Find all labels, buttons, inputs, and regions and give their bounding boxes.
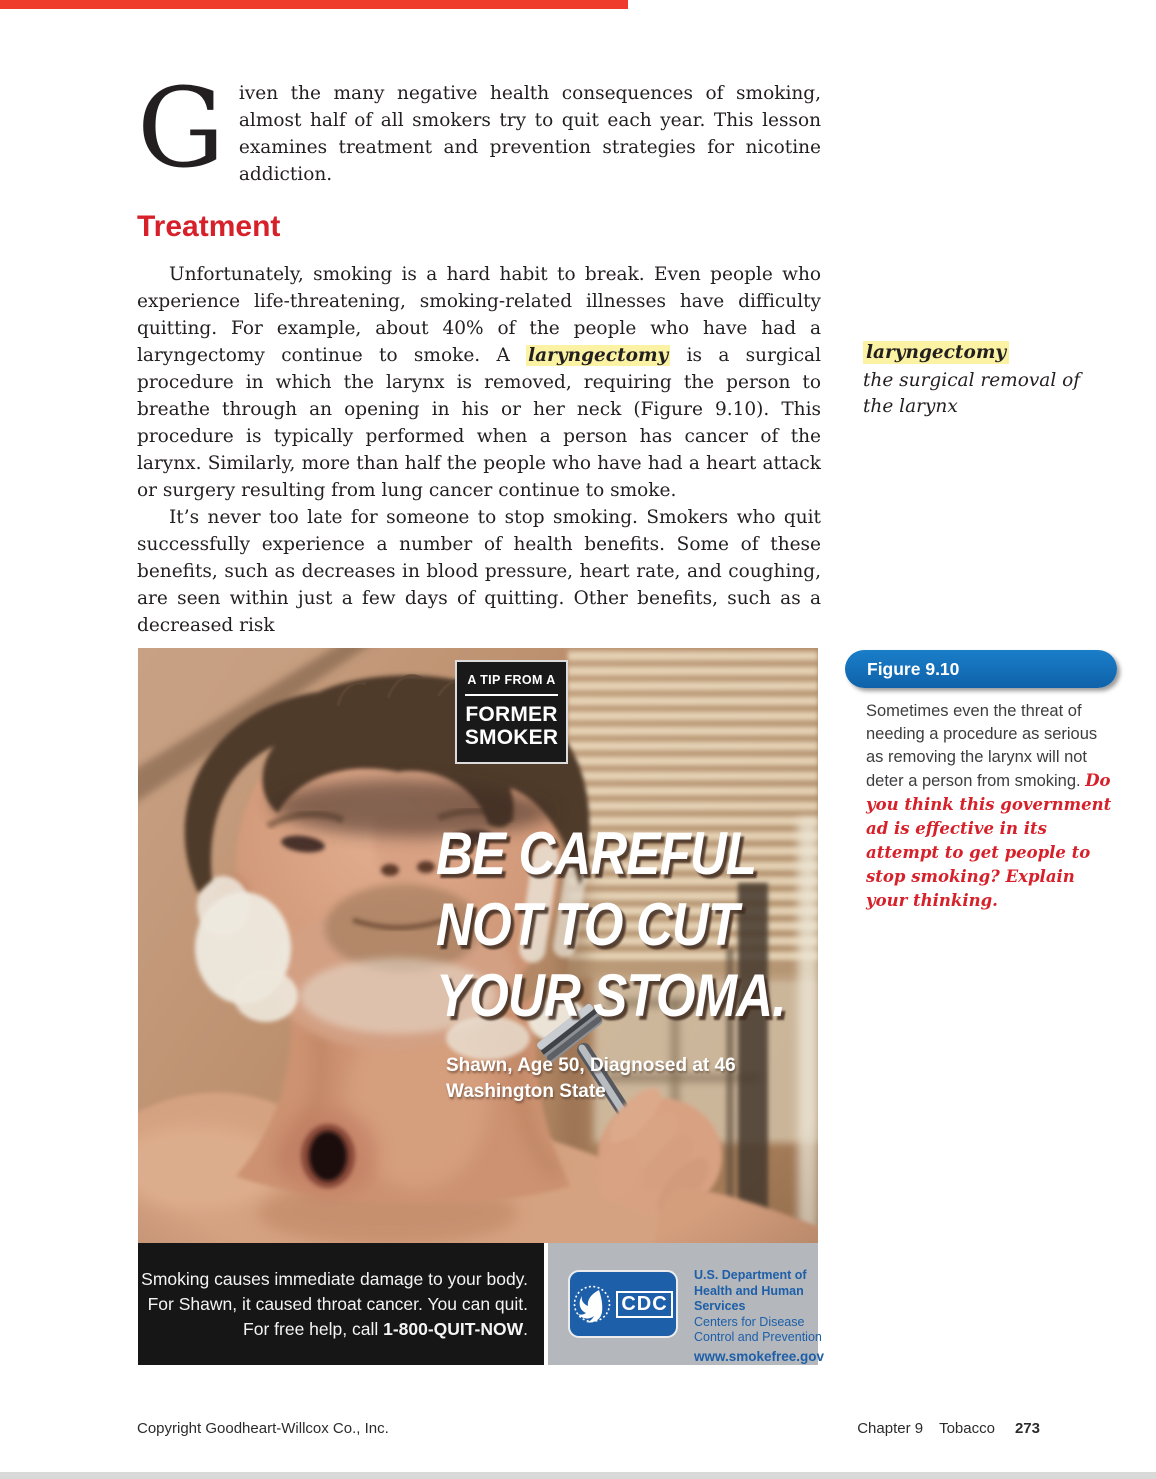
footer-section: Tobacco <box>939 1420 995 1437</box>
quit-line-2: For Shawn, it caused throat cancer. You can quit. <box>147 1293 528 1314</box>
highlighted-term-laryngectomy: laryngectomy <box>528 345 669 366</box>
headline-line-2: NOT TO CUT <box>436 891 739 958</box>
headline-line-1: BE CAREFUL <box>436 820 757 887</box>
figure-9-10-photo <box>138 648 818 1243</box>
person-location-line: Washington State <box>446 1081 606 1102</box>
paragraph-2: It’s never too late for someone to stop smoking. Smokers who quit successfully experience a number of health benefits. Some of these benefits, such as decreases in blood pressure, heart rate, and coughing, are seen within just a few days of quitting. Other benefits, such as a decreased risk <box>137 507 821 636</box>
cdc-logo <box>568 1270 678 1338</box>
former-smoker-badge <box>455 660 568 764</box>
smokefree-url: www.smokefree.gov <box>694 1348 825 1364</box>
quit-line-1: Smoking causes immediate damage to your body. <box>141 1268 528 1289</box>
intro-paragraph <box>137 64 821 192</box>
margin-definition <box>863 340 1098 420</box>
drop-cap-g: G <box>137 64 225 192</box>
hhs-line-3: Centers for Disease <box>694 1314 805 1329</box>
headline-line-3: YOUR STOMA. <box>436 962 786 1029</box>
paragraph-1-after-term: is a surgical procedure in which the larynx is removed, requiring the person to breathe through an opening in his or her neck (Figure 9.10). This procedure is typically performed when a person has cancer of the larynx. Similarly, more than half the people who have had a heart attack or surgery resulting from lung cancer continue to smoke. <box>137 345 821 501</box>
badge-line-2: FORMER <box>465 703 558 726</box>
figure-caption <box>866 700 1114 913</box>
paragraph-1 <box>137 261 821 504</box>
paragraph-1-before-term: Unfortunately, smoking is a hard habit to break. Even people who experience life-threatening, smoking-related illnesses have difficulty quitting. For example, about 40% of the people who have had a laryngectomy continue to smoke. A <box>137 264 821 366</box>
figure-caption-text: Sometimes even the threat of needing a procedure as serious as removing the larynx will not deter a person from smoking. <box>866 702 1098 790</box>
quit-line-3-prefix: For free help, call <box>243 1318 384 1339</box>
figure-label-tab: Figure 9.10 <box>845 650 1117 688</box>
quit-line-3-suffix: . <box>523 1318 528 1339</box>
figure-caption-question: Do you think this government ad is effective in its attempt to get people to stop smoking? Explain your thinking. <box>866 771 1112 910</box>
badge-line-3: SMOKER <box>464 726 559 749</box>
page-number: 273 <box>1014 1420 1040 1437</box>
section-heading-treatment: Treatment <box>137 210 281 243</box>
margin-term: laryngectomy <box>863 341 1009 364</box>
ad-headline <box>436 818 786 1031</box>
cdc-acronym: CDC <box>616 1291 672 1318</box>
margin-term-definition: the surgical removal of the larynx <box>863 370 1081 417</box>
ad-footer-strip <box>138 1243 825 1365</box>
hhs-line-2: Health and Human Services <box>694 1283 804 1313</box>
ad-person-caption <box>446 1053 736 1105</box>
intro-text: iven the many negative health consequences of smoking, almost half of all smokers try to quit each year. This lesson examines treatment and prevention strategies for nicotine addiction. <box>238 83 821 185</box>
cdc-panel <box>548 1243 825 1365</box>
body-copy <box>137 261 821 639</box>
person-name-line: Shawn, Age 50, Diagnosed at 46 <box>446 1055 736 1076</box>
copyright-notice: Copyright Goodheart-Willcox Co., Inc. <box>137 1420 389 1437</box>
quit-phone-number: 1-800-QUIT-NOW <box>383 1318 524 1339</box>
hhs-text-block <box>694 1268 824 1364</box>
hhs-eagle-icon <box>573 1282 611 1326</box>
badge-line-1: A TIP FROM A <box>465 673 558 696</box>
page-bottom-edge <box>0 1472 1156 1479</box>
quit-line-3 <box>138 1317 528 1342</box>
hhs-line-4: Control and Prevention <box>694 1330 822 1344</box>
footer-chapter: Chapter 9 <box>857 1420 924 1437</box>
running-footer <box>857 1420 1040 1437</box>
quit-message-panel <box>138 1243 544 1365</box>
page-top-red-bar <box>0 0 628 9</box>
hhs-line-1: U.S. Department of <box>694 1268 807 1282</box>
